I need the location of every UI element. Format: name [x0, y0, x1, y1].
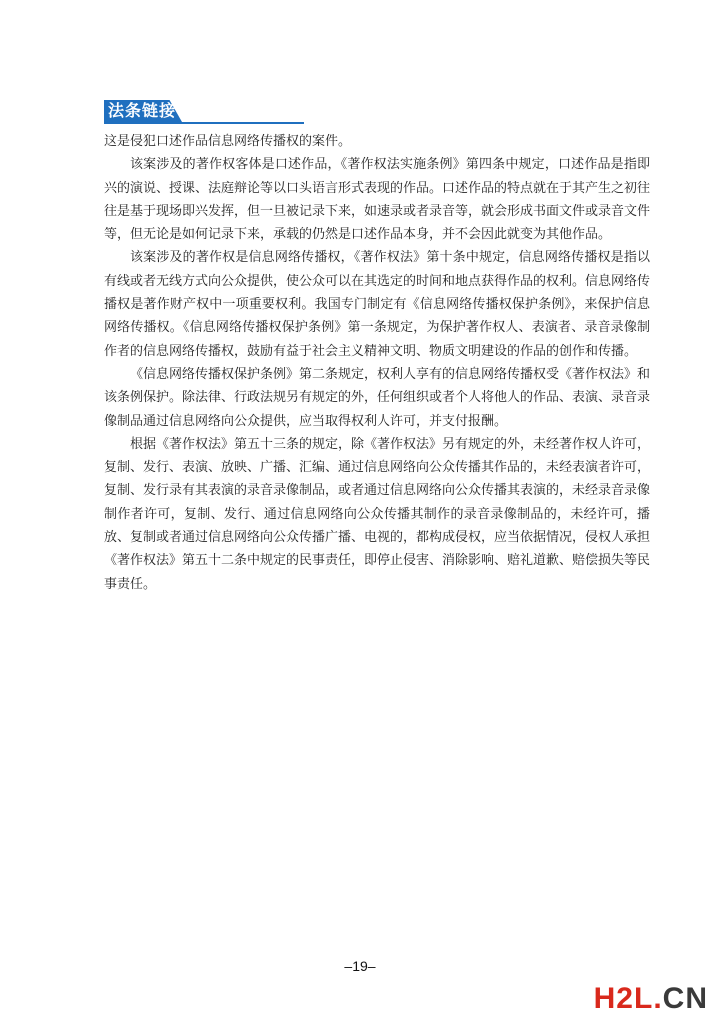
section-title: 法条链接 — [108, 101, 177, 120]
paragraph-oral-works: 该案涉及的著作权客体是口述作品，《著作权法实施条例》第四条中规定，口述作品是指即兴的演说、授课、法庭辩论等以口头语言形式表现的作品。口述作品的特点就在于其产生之初往往是基于现场即兴发挥，但一旦被记录下来，如速录或者录音等，就会形成书面文件或录音文件等，但无论是如何记录下来，承载的仍然是口述作品本身，并不会因此就变为其他作品。 — [104, 157, 651, 243]
watermark-dot: . — [653, 982, 663, 1015]
watermark-part-1: H2L — [593, 982, 654, 1015]
watermark-part-2: CN — [662, 982, 708, 1015]
paragraph-article-53: 根据《著作权法》第五十三条的规定，除《著作权法》另有规定的外，未经著作权人许可，复制、发行、表演、放映、广播、汇编、通过信息网络向公众传播其作品的，未经表演者许可，复制、发行录有其表演的录音录像制品，或者通过信息网络向公众传播其表演的，未经录音录像制作者许可，复制、发行、通过信息网络向公众传播其制作的录音录像制品的，未经许可，播放、复制或者通过信息网络向公众传播广播、电视的，都构成侵权，应当依据情况，侵权人承担《著作权法》第五十二条中规定的民事责任，即停止侵害、消除影响、赔礼道歉、赔偿损失等民事责任。 — [104, 436, 651, 592]
paragraph-intro: 这是侵犯口述作品信息网络传播权的案件。 — [104, 134, 352, 149]
body-text — [104, 130, 650, 596]
paragraph-regulation-article-2: 《信息网络传播权保护条例》第二条规定，权利人享有的信息网络传播权受《著作权法》和该条例保护。除法律、行政法规另有规定的外，任何组织或者个人将他人的作品、表演、录音录像制品通过信息网络向公众提供，应当取得权利人许可，并支付报酬。 — [104, 366, 651, 429]
section-underline — [104, 122, 304, 124]
page-number: –19– — [344, 958, 376, 974]
paragraph-network-right: 该案涉及的著作权是信息网络传播权，《著作权法》第十条中规定，信息网络传播权是指以有线或者无线方式向公众提供，使公众可以在其选定的时间和地点获得作品的权利。信息网络传播权是著作财产权中一项重要权利。我国专门制定有《信息网络传播权保护条例》，来保护信息网络传播权。《信息网络传播权保护条例》第一条规定，为保护著作权人、表演者、录音录像制作者的信息网络传播权，鼓励有益于社会主义精神文明、物质文明建设的作品的创作和传播。 — [104, 250, 651, 359]
site-watermark-logo — [594, 982, 708, 1016]
section-header — [104, 100, 304, 126]
